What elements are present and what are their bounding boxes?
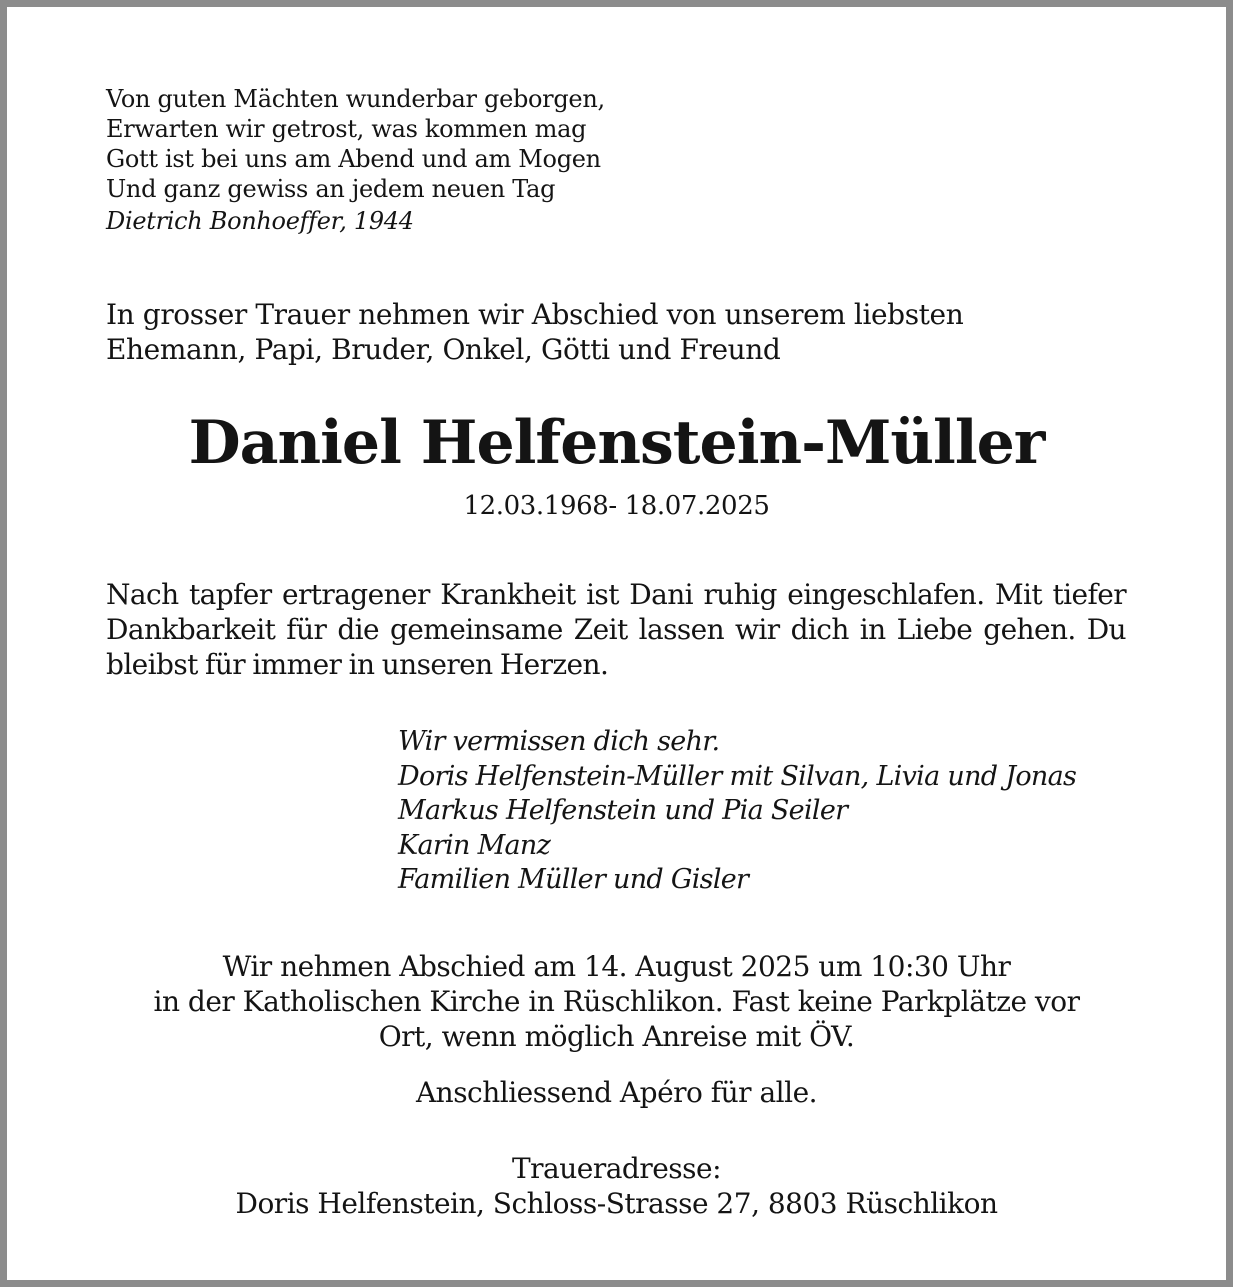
farewell-message: Nach tapfer ertragener Krankheit ist Dani ruhig eingeschlafen. Mit tiefer Dankbarkeit für die gemeinsame Zeit lassen wir dich in Liebe gehen. Du bleibst für immer in unseren Herzen. <box>106 578 1126 681</box>
address-value: Doris Helfenstein, Schloss-Strasse 27, 8803 Rüschlikon <box>235 1187 998 1220</box>
signatures <box>398 725 1076 898</box>
service-info <box>7 949 1226 1054</box>
poem-line: Gott ist bei uns am Abend und am Mogen <box>106 145 601 173</box>
poem-line: Und ganz gewiss an jedem neuen Tag <box>106 175 556 203</box>
service-line: Ort, wenn möglich Anreise mit ÖV. <box>378 1020 855 1053</box>
intro-line: In grosser Trauer nehmen wir Abschied von unserem liebsten <box>106 298 964 331</box>
address-label: Traueradresse: <box>511 1152 722 1185</box>
mourning-address <box>7 1151 1226 1221</box>
life-dates: 12.03.1968- 18.07.2025 <box>463 491 770 521</box>
intro-line: Ehemann, Papi, Bruder, Onkel, Götti und Freund <box>106 333 781 366</box>
signature-line: Wir vermissen dich sehr. <box>398 726 720 757</box>
signature-line: Doris Helfenstein-Müller mit Silvan, Livia und Jonas <box>398 760 1077 792</box>
obituary-page <box>7 7 1226 1280</box>
signature-line: Familien Müller und Gisler <box>398 864 749 895</box>
poem <box>106 84 605 236</box>
poem-author: Dietrich Bonhoeffer, 1944 <box>106 207 414 235</box>
poem-line: Von guten Mächten wunderbar geborgen, <box>106 85 605 113</box>
deceased-name: Daniel Helfenstein-Müller <box>188 408 1045 478</box>
signature-line: Markus Helfenstein und Pia Seiler <box>398 795 848 826</box>
signature-line: Karin Manz <box>398 829 551 861</box>
apero-note: Anschliessend Apéro für alle. <box>415 1076 818 1109</box>
intro-text <box>106 297 963 367</box>
poem-line: Erwarten wir getrost, was kommen mag <box>106 115 587 143</box>
service-line: Wir nehmen Abschied am 14. August 2025 um 10:30 Uhr <box>222 950 1011 983</box>
service-line: in der Katholischen Kirche in Rüschlikon. Fast keine Parkplätze vor <box>153 985 1080 1018</box>
